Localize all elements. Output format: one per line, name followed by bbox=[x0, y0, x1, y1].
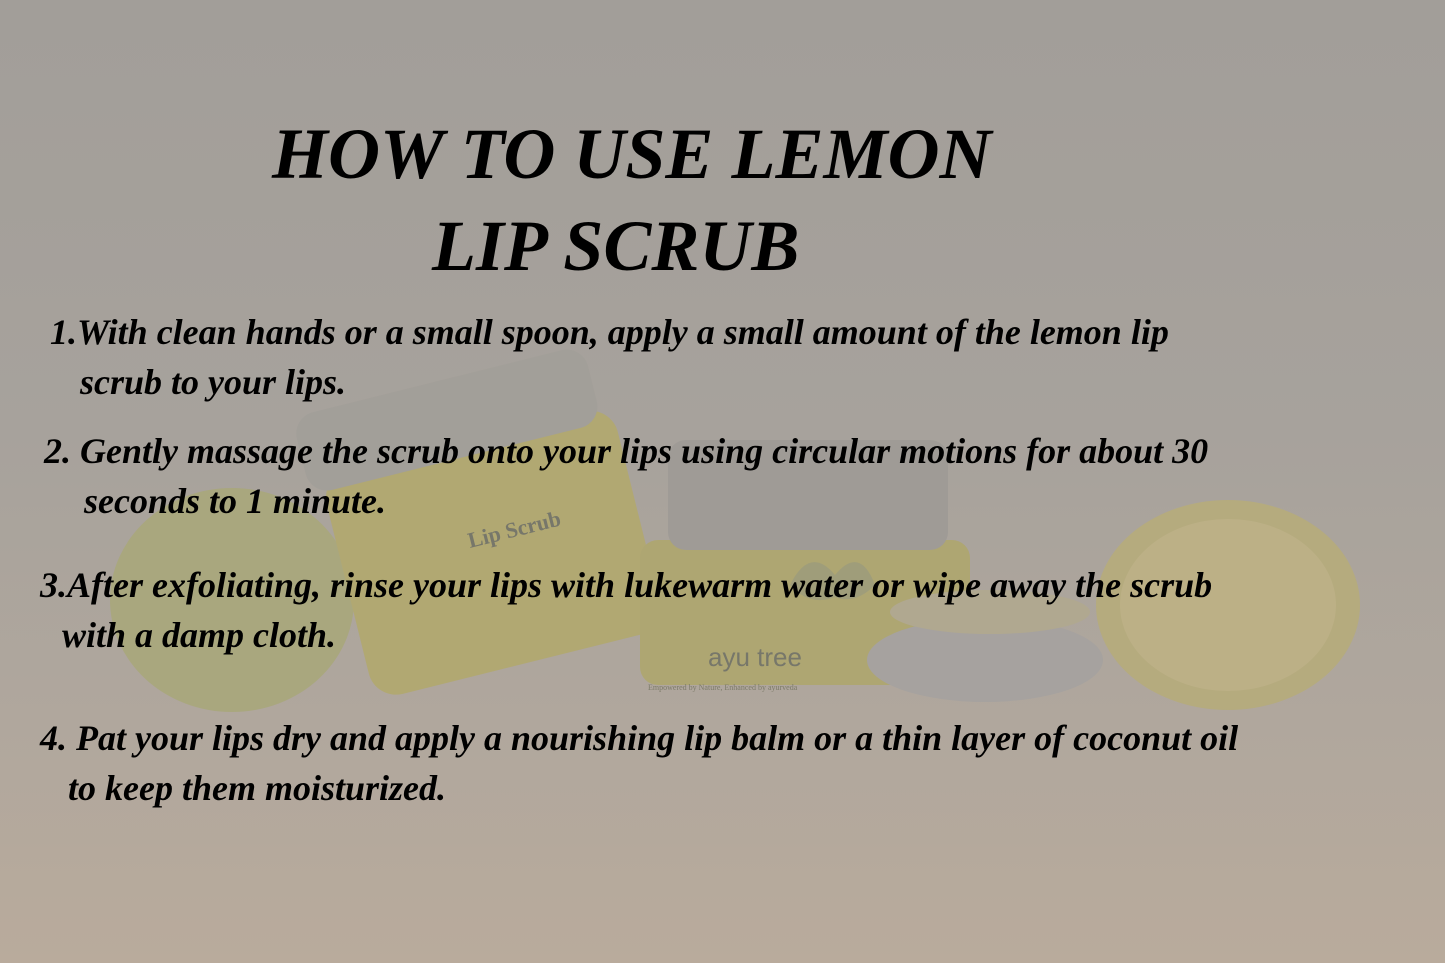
step-3-line-1: 3.After exfoliating, rinse your lips with lukewarm water or wipe away the scrub bbox=[40, 565, 1213, 605]
step-2-line-2: seconds to 1 minute. bbox=[84, 481, 387, 521]
step-3-line-2: with a damp cloth. bbox=[62, 615, 337, 655]
title-line-2: LIP SCRUB bbox=[432, 206, 800, 286]
step-1-instruction bbox=[50, 307, 1169, 407]
jar-brand-label: ayu tree bbox=[708, 642, 802, 672]
jar-tagline-label: Empowered by Nature, Enhanced by ayurveda bbox=[648, 683, 798, 692]
step-4-line-2: to keep them moisturized. bbox=[68, 768, 446, 808]
step-1-line-1: 1.With clean hands or a small spoon, apply a small amount of the lemon lip bbox=[50, 312, 1169, 352]
page-title bbox=[0, 108, 1445, 292]
step-2-instruction bbox=[44, 426, 1208, 526]
title-line-1: HOW TO USE LEMON bbox=[272, 114, 992, 194]
step-1-line-2: scrub to your lips. bbox=[80, 362, 347, 402]
tilted-jar-product-label: Lip Scrub bbox=[465, 505, 564, 553]
step-2-line-1: 2. Gently massage the scrub onto your lips using circular motions for about 30 bbox=[44, 431, 1209, 471]
step-3-instruction bbox=[40, 560, 1212, 660]
step-4-line-1: 4. Pat your lips dry and apply a nourishing lip balm or a thin layer of coconut oil bbox=[40, 718, 1239, 758]
step-4-instruction bbox=[40, 713, 1238, 813]
